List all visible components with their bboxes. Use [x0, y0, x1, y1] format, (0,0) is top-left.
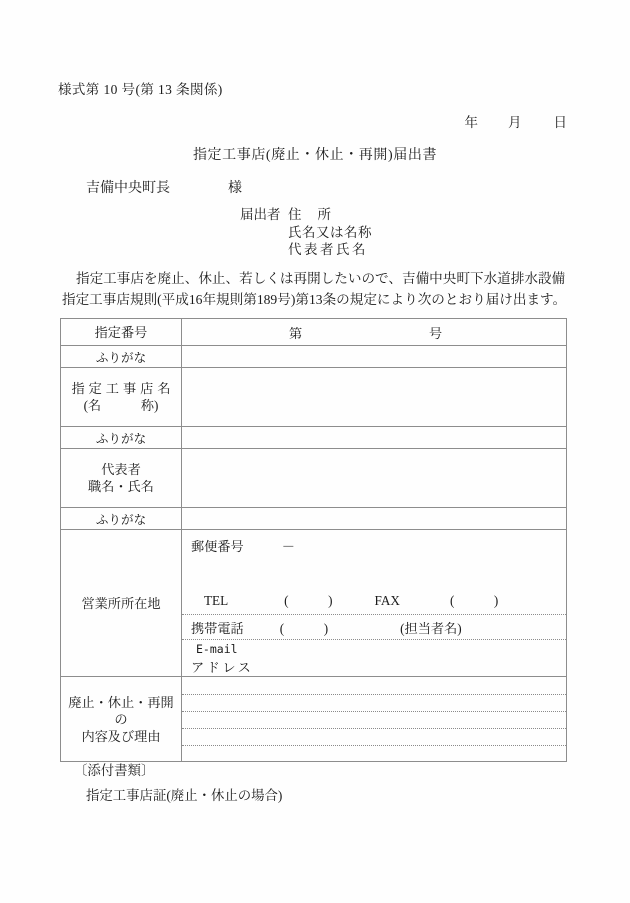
mobile-cell[interactable]	[182, 615, 566, 640]
contact-person-label: (担当者名)	[400, 621, 462, 636]
fax-label: FAX	[374, 593, 400, 608]
submitter-name-row	[240, 224, 372, 242]
date-month-label: 月	[508, 115, 522, 130]
submitter-label: 届出者	[240, 207, 281, 222]
table-row-representative	[61, 449, 567, 508]
date-year-label: 年	[464, 115, 478, 130]
shop-name-label-line1: 指定工事店名	[71, 381, 175, 396]
designation-number-gou: 号	[429, 326, 443, 341]
furigana-shop-input[interactable]	[182, 346, 567, 368]
addressee-name: 吉備中央町長	[86, 181, 170, 196]
addressee-line	[86, 177, 242, 197]
addressee-honorific: 様	[228, 181, 242, 196]
representative-label	[61, 449, 182, 508]
zip-dash: －	[281, 539, 295, 554]
subrow-zip-address	[182, 530, 566, 615]
furigana-address-input[interactable]	[182, 508, 567, 530]
submitter-representative-label: 代表者氏名	[288, 242, 368, 257]
body-paragraph: 指定工事店を廃止、休止、若しくは再開したいので、吉備中央町下水道排水設備指定工事店規則(平成16年規則第189号)第13条の規定により次のとおり届け出ます。	[62, 271, 567, 307]
office-location-label: 営業所所在地	[61, 530, 182, 677]
reason-label-line1: 廃止・休止・再開	[68, 694, 174, 710]
zip-line	[191, 536, 295, 555]
submitter-name-label: 氏名又は名称	[288, 224, 372, 240]
reason-input-cell[interactable]	[182, 677, 567, 762]
submitter-block	[240, 206, 372, 259]
furigana-label-shop: ふりがな	[61, 346, 182, 368]
email-cell[interactable]	[182, 640, 566, 677]
submitter-address-label-tail: 所	[317, 207, 332, 222]
shop-name-label	[61, 368, 182, 427]
furigana-rep-input[interactable]	[182, 427, 567, 449]
reason-rule-line-3	[182, 728, 566, 729]
attachments-item-1: 指定工事店証(廃止・休止の場合)	[86, 788, 283, 803]
subrow-mobile	[182, 615, 566, 640]
reason-rule-line-4	[182, 745, 566, 746]
office-location-subtable	[182, 530, 566, 676]
application-form-table	[60, 318, 567, 762]
table-row-office-location	[61, 530, 567, 677]
representative-label-line2: 職名・氏名	[88, 479, 154, 494]
designation-number-label: 指定番号	[61, 319, 182, 346]
email-label-line2: アドレス	[191, 660, 254, 675]
table-row-furigana-address	[61, 508, 567, 530]
reason-rule-line-2	[182, 711, 566, 712]
representative-input[interactable]	[182, 449, 567, 508]
zip-address-cell[interactable]	[182, 530, 566, 615]
reason-rule-line-1	[182, 694, 566, 695]
designation-number-value-cell[interactable]	[182, 319, 567, 346]
zip-label: 郵便番号	[191, 539, 244, 554]
tel-label: TEL	[204, 593, 229, 608]
mobile-label: 携帯電話	[191, 621, 244, 636]
mobile-line	[191, 618, 462, 637]
furigana-label-rep: ふりがな	[61, 427, 182, 449]
table-row-furigana-rep	[61, 427, 567, 449]
representative-label-line1: 代表者	[101, 462, 141, 477]
subrow-email	[182, 640, 566, 677]
table-row-reason	[61, 677, 567, 762]
table-row-shop-name	[61, 368, 567, 427]
table-row-furigana-shop	[61, 346, 567, 368]
designation-number-dai: 第	[289, 326, 303, 341]
table-row-designation-number	[61, 319, 567, 346]
date-line	[0, 111, 567, 131]
furigana-label-address: ふりがな	[61, 508, 182, 530]
office-location-cell	[182, 530, 567, 677]
date-day-label: 日	[553, 115, 567, 130]
tel-line	[204, 590, 498, 609]
submitter-address-row	[240, 206, 372, 224]
reason-label-line2: の	[114, 711, 128, 727]
form-number: 様式第 10 号(第 13 条関係)	[58, 82, 223, 97]
fax-paren: ( )	[449, 593, 499, 608]
reason-label-line3: 内容及び理由	[81, 728, 161, 744]
shop-name-label-line2: (名 称)	[83, 398, 159, 413]
document-title: 指定工事店(廃止・休止・再開)届出書	[192, 148, 438, 163]
shop-name-input[interactable]	[182, 368, 567, 427]
email-label-line1: E-mail	[196, 642, 238, 656]
reason-label	[61, 677, 182, 762]
attachments-title: 〔添付書類〕	[74, 763, 155, 778]
tel-paren: ( )	[284, 593, 333, 608]
submitter-address-label: 住	[288, 207, 318, 222]
submitter-representative-row	[240, 241, 372, 259]
mobile-paren: ( )	[279, 621, 329, 636]
